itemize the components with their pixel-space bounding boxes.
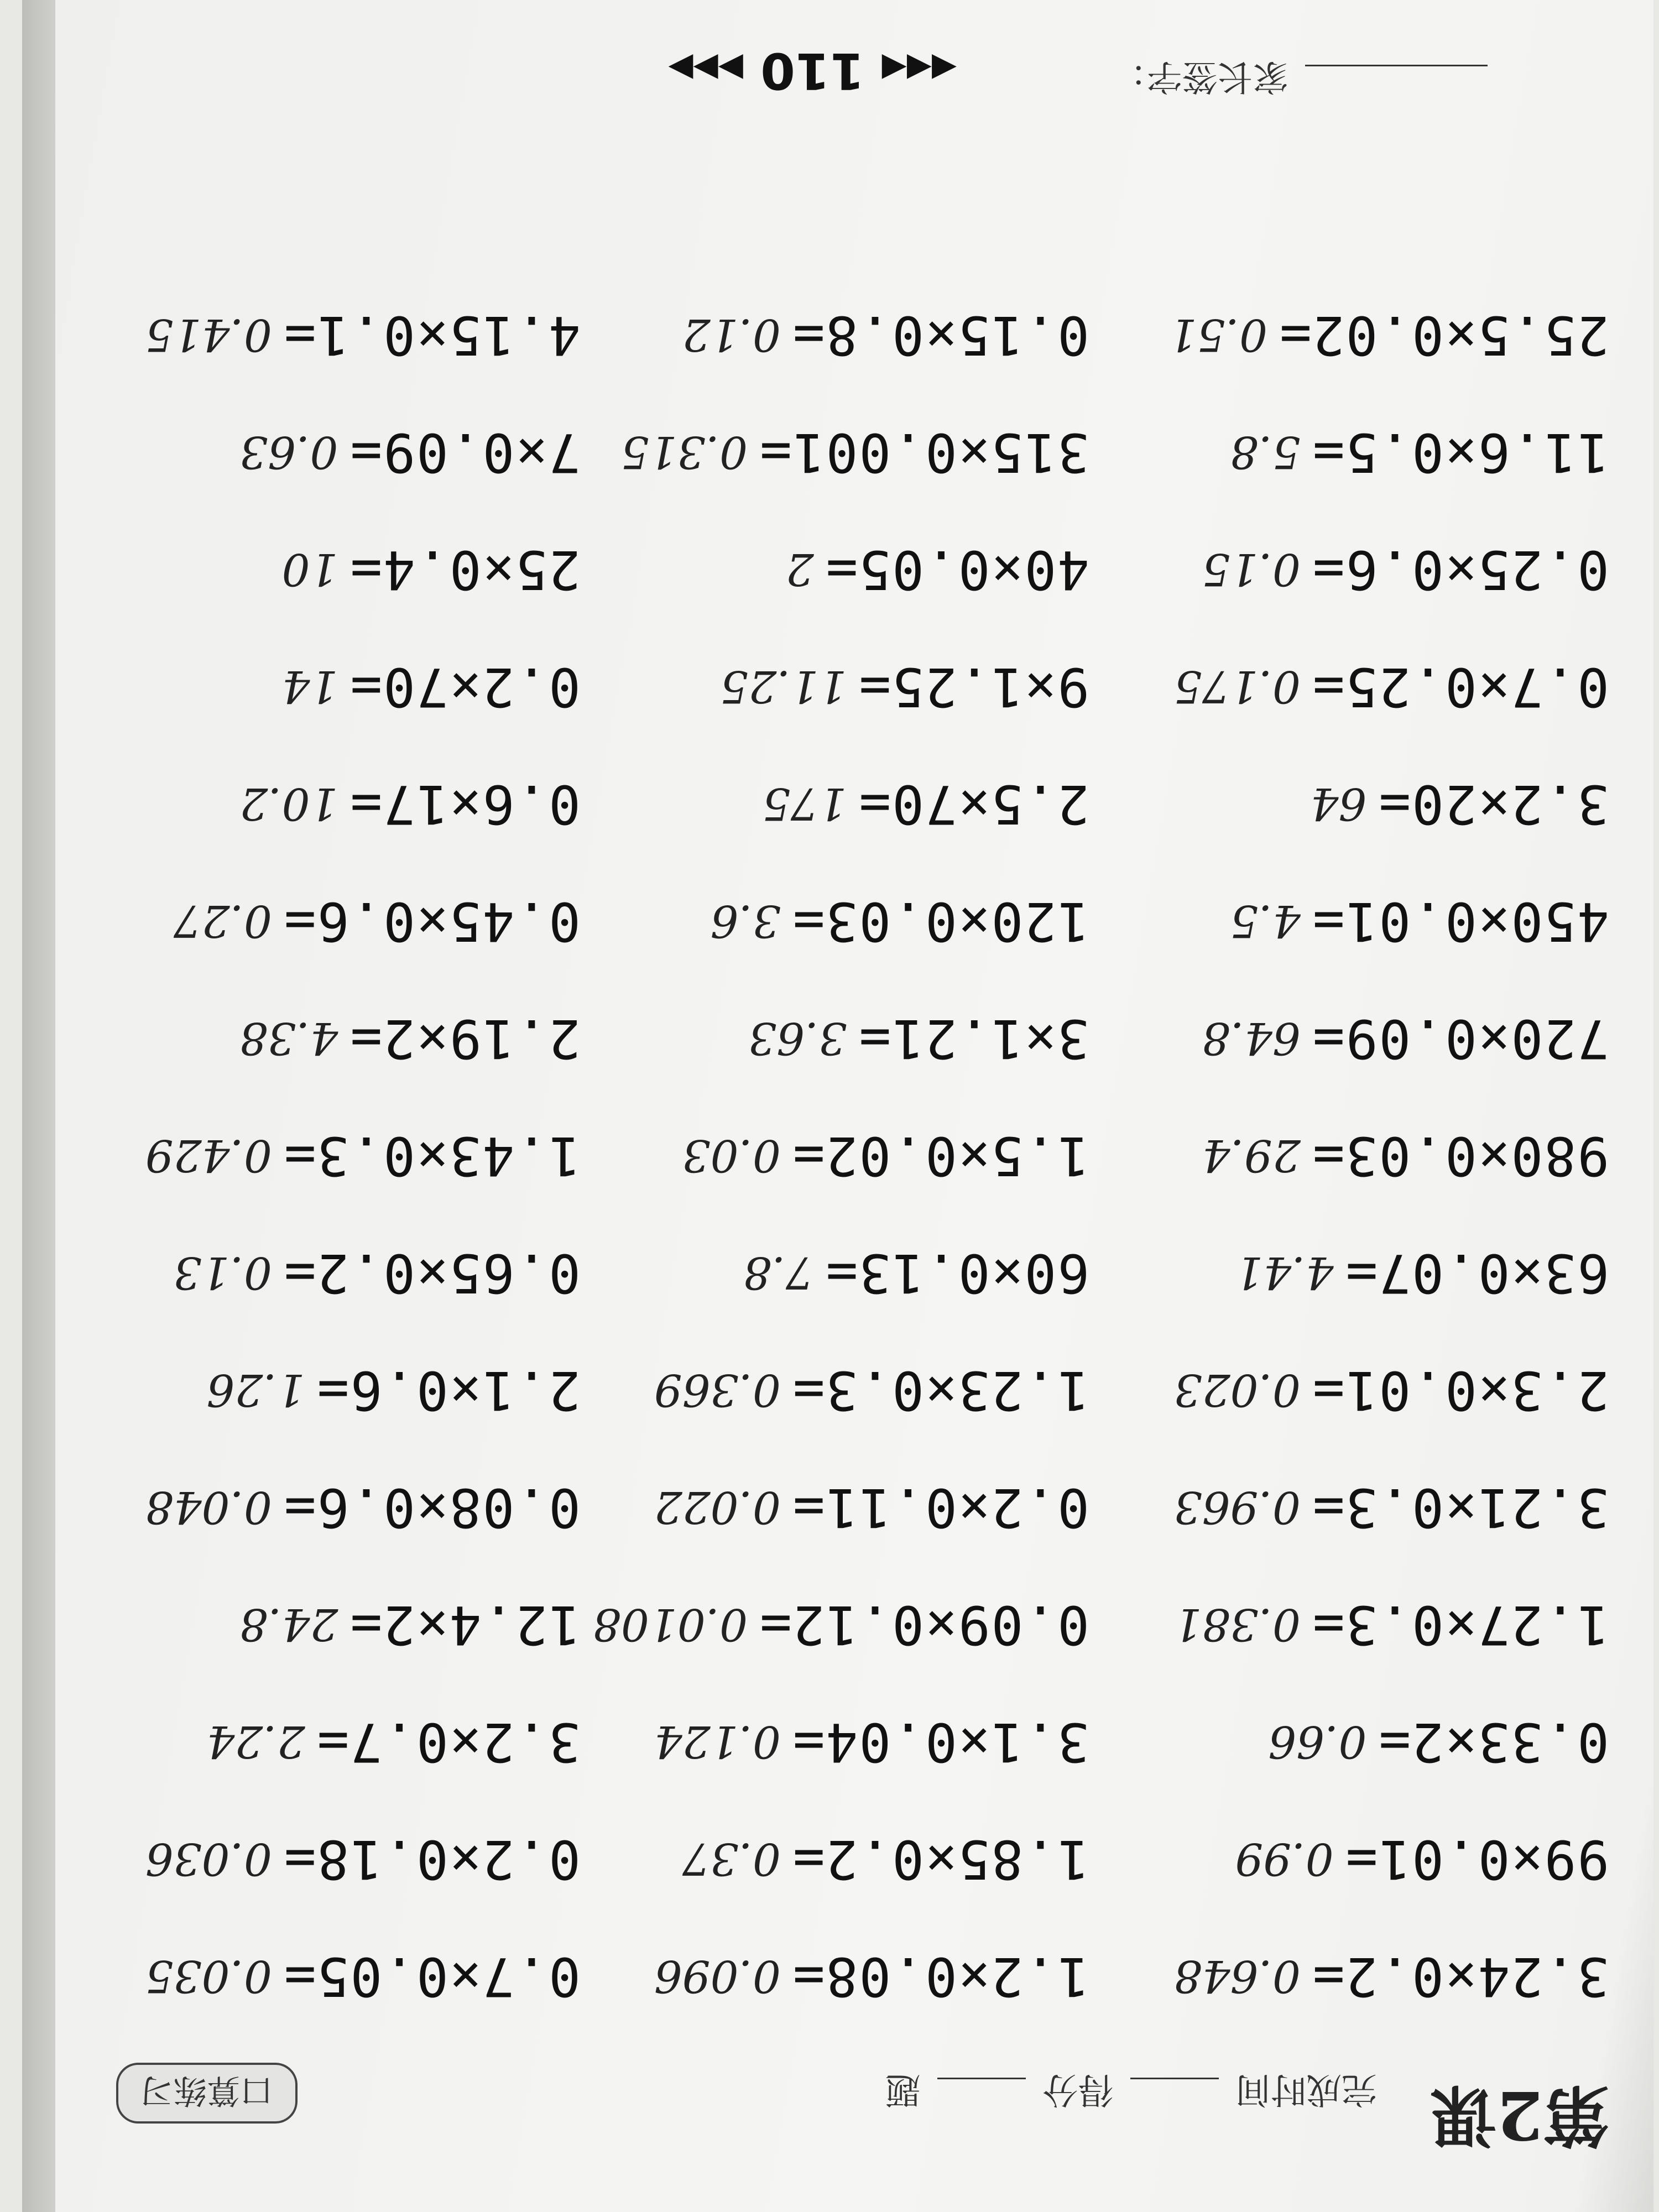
handwritten-answer: 0.63: [239, 426, 338, 478]
problem-column-1: [1112, 276, 1609, 2035]
problem-row: [1112, 394, 1609, 511]
problem-row: [83, 1214, 581, 1332]
handwritten-answer: 0.415: [145, 309, 272, 361]
handwritten-answer: 0.124: [654, 1716, 781, 1768]
handwritten-answer: 0.175: [1173, 661, 1301, 713]
handwritten-answer: 0.429: [145, 1130, 272, 1182]
problem-expression: 1.27×0.3=: [1311, 1594, 1609, 1656]
problem-column-2: [592, 276, 1089, 2035]
handwritten-answer: 10: [281, 544, 338, 596]
meta-items-label: 题: [885, 2069, 921, 2110]
handwritten-answer: 11.25: [720, 661, 847, 713]
problem-expression: 3.2×20=: [1378, 773, 1609, 835]
problem-expression: 0.25×0.6=: [1311, 539, 1609, 601]
problem-expression: 3.2×0.7=: [316, 1711, 581, 1773]
problem-expression: 0.6×17=: [349, 773, 581, 835]
handwritten-answer: 0.048: [145, 1481, 272, 1533]
handwritten-answer: 0.03: [682, 1130, 781, 1182]
problem-row: [83, 1566, 581, 1683]
problem-expression: 12.4×2=: [349, 1594, 581, 1656]
handwritten-answer: 10.2: [239, 778, 338, 830]
problem-expression: 1.23×0.3=: [791, 1359, 1089, 1421]
handwritten-answer: 0.66: [1268, 1716, 1367, 1768]
problem-expression: 3.24×0.2=: [1311, 1945, 1609, 2007]
problem-row: [592, 1918, 1089, 2035]
problem-expression: 9×1.25=: [858, 656, 1089, 718]
handwritten-answer: 0.381: [1173, 1599, 1301, 1651]
problem-row: [1112, 628, 1609, 745]
handwritten-answer: 0.12: [682, 309, 781, 361]
meta-time-label: 完成时间: [1235, 2069, 1377, 2110]
handwritten-answer: 0.37: [682, 1833, 781, 1885]
handwritten-answer: 0.13: [173, 1247, 272, 1299]
problem-row: [592, 980, 1089, 1097]
handwritten-answer: 29.4: [1202, 1130, 1301, 1182]
problem-row: [83, 1332, 581, 1449]
page-header: [22, 2057, 1653, 2179]
problem-expression: 1.5×0.02=: [791, 1125, 1089, 1187]
problem-row: [1112, 1214, 1609, 1332]
problem-row: [83, 745, 581, 863]
problem-expression: 0.2×0.18=: [283, 1828, 581, 1890]
problem-expression: 2.1×0.6=: [316, 1359, 581, 1421]
problem-row: [83, 1801, 581, 1918]
problem-expression: 63×0.07=: [1344, 1242, 1609, 1304]
problem-row: [83, 511, 581, 628]
problem-expression: 980×0.03=: [1311, 1125, 1609, 1187]
handwritten-answer: 2: [785, 544, 814, 596]
handwritten-answer: 175: [762, 778, 847, 830]
problem-row: [592, 394, 1089, 511]
problem-expression: 0.65×0.2=: [283, 1242, 581, 1304]
problem-expression: 7×0.09=: [349, 421, 581, 483]
handwritten-answer: 4.41: [1235, 1247, 1334, 1299]
problem-row: [592, 628, 1089, 745]
meta-score-blank: [937, 2078, 1026, 2107]
meta-time-blank: [1130, 2078, 1219, 2107]
problem-row: [1112, 1097, 1609, 1214]
problem-expression: 0.15×0.8=: [791, 304, 1089, 366]
handwritten-answer: 0.963: [1173, 1481, 1301, 1533]
problem-row: [1112, 1683, 1609, 1801]
handwritten-answer: 0.648: [1173, 1950, 1301, 2002]
problem-expression: 0.45×0.6=: [283, 890, 581, 952]
problem-expression: 11.6×0.5=: [1311, 421, 1609, 483]
problem-row: [1112, 980, 1609, 1097]
problem-expression: 0.7×0.05=: [283, 1945, 581, 2007]
signature-label: 家长签字：: [1111, 56, 1288, 97]
handwritten-answer: 0.15: [1202, 544, 1301, 596]
handwritten-answer: 4.38: [239, 1013, 338, 1065]
problem-expression: 0.7×0.25=: [1311, 656, 1609, 718]
handwritten-answer: 0.369: [654, 1364, 781, 1416]
handwritten-answer: 7.8: [743, 1247, 814, 1299]
problem-expression: 2.3×0.01=: [1311, 1359, 1609, 1421]
handwritten-answer: 0.315: [621, 426, 748, 478]
handwritten-answer: 3.6: [710, 895, 781, 947]
problem-row: [1112, 511, 1609, 628]
handwritten-answer: 0.036: [145, 1833, 272, 1885]
problem-row: [592, 1801, 1089, 1918]
handwritten-answer: 5.8: [1230, 426, 1301, 478]
problem-row: [83, 276, 581, 394]
problem-expression: 0.2×0.11=: [791, 1477, 1089, 1538]
problem-expression: 720×0.09=: [1311, 1008, 1609, 1070]
problem-row: [592, 1214, 1089, 1332]
problem-row: [592, 1683, 1089, 1801]
problem-expression: 0.08×0.6=: [283, 1477, 581, 1538]
problem-row: [592, 511, 1089, 628]
problem-row: [1112, 276, 1609, 394]
page-footer: [22, 33, 1653, 122]
problem-expression: 25.5×0.02=: [1279, 304, 1609, 366]
problem-expression: 3×1.21=: [858, 1008, 1089, 1070]
problem-grid: [22, 155, 1653, 2035]
problem-expression: 2.19×2=: [349, 1008, 581, 1070]
problem-expression: 25×0.4=: [349, 539, 581, 601]
handwritten-answer: 0.023: [1173, 1364, 1301, 1416]
problem-row: [83, 1683, 581, 1801]
problem-row: [592, 745, 1089, 863]
meta-score-label: 得分: [1042, 2069, 1114, 2110]
handwritten-answer: 0.51: [1168, 309, 1268, 361]
signature-blank: [1305, 65, 1488, 94]
handwritten-answer: 2.24: [206, 1716, 305, 1768]
problem-expression: 1.85×0.2=: [791, 1828, 1089, 1890]
problem-expression: 4.15×0.1=: [283, 304, 581, 366]
problem-row: [592, 863, 1089, 980]
problem-expression: 40×0.05=: [825, 539, 1089, 601]
handwritten-answer: 0.022: [654, 1481, 781, 1533]
problem-expression: 0.09×0.12=: [759, 1594, 1089, 1656]
problem-row: [592, 276, 1089, 394]
problem-row: [592, 1566, 1089, 1683]
problem-expression: 1.43×0.3=: [283, 1125, 581, 1187]
problem-row: [83, 863, 581, 980]
problem-row: [592, 1097, 1089, 1214]
page-title: 第2课: [1430, 2076, 1609, 2154]
problem-row: [83, 394, 581, 511]
problem-row: [592, 1332, 1089, 1449]
handwritten-answer: 1.26: [206, 1364, 305, 1416]
problem-expression: 0.33×2=: [1378, 1711, 1609, 1773]
handwritten-answer: 14: [281, 661, 338, 713]
handwritten-answer: 64: [1310, 778, 1367, 830]
handwritten-answer: 64.8: [1202, 1013, 1301, 1065]
meta-info: [885, 2067, 1377, 2118]
problem-column-3: [83, 276, 581, 2035]
problem-expression: 3.21×0.3=: [1311, 1477, 1609, 1538]
handwritten-answer: 0.035: [145, 1950, 272, 2002]
parent-signature: [1112, 54, 1488, 105]
problem-expression: 60×0.13=: [825, 1242, 1089, 1304]
problem-row: [1112, 863, 1609, 980]
problem-expression: 2.5×70=: [858, 773, 1089, 835]
problem-row: [83, 1449, 581, 1566]
problem-row: [83, 1918, 581, 2035]
problem-row: [1112, 1918, 1609, 2035]
handwritten-answer: 24.8: [239, 1599, 338, 1651]
problem-row: [83, 980, 581, 1097]
handwritten-answer: 0.99: [1235, 1833, 1334, 1885]
handwritten-answer: 0.096: [654, 1950, 781, 2002]
problem-row: [1112, 745, 1609, 863]
handwritten-answer: 0.0108: [593, 1599, 748, 1651]
problem-row: [1112, 1449, 1609, 1566]
workbook-page: [22, 0, 1653, 2212]
problem-expression: 1.2×0.08=: [791, 1945, 1089, 2007]
problem-row: [1112, 1332, 1609, 1449]
handwritten-answer: 4.5: [1230, 895, 1301, 947]
problem-row: [1112, 1566, 1609, 1683]
problem-row: [83, 628, 581, 745]
problem-row: [592, 1449, 1089, 1566]
handwritten-answer: 3.63: [748, 1013, 847, 1065]
problem-expression: 3.1×0.04=: [791, 1711, 1089, 1773]
problem-expression: 120×0.03=: [791, 890, 1089, 952]
practice-badge: 口算练习: [116, 2063, 298, 2124]
problem-row: [1112, 1801, 1609, 1918]
problem-expression: 0.2×70=: [349, 656, 581, 718]
handwritten-answer: 0.27: [173, 895, 272, 947]
problem-expression: 315×0.001=: [759, 421, 1089, 483]
problem-expression: 450×0.01=: [1311, 890, 1609, 952]
problem-expression: 99×0.01=: [1344, 1828, 1609, 1890]
page-number: ◂◂◂ 110 ▸▸▸: [668, 41, 957, 100]
problem-row: [83, 1097, 581, 1214]
